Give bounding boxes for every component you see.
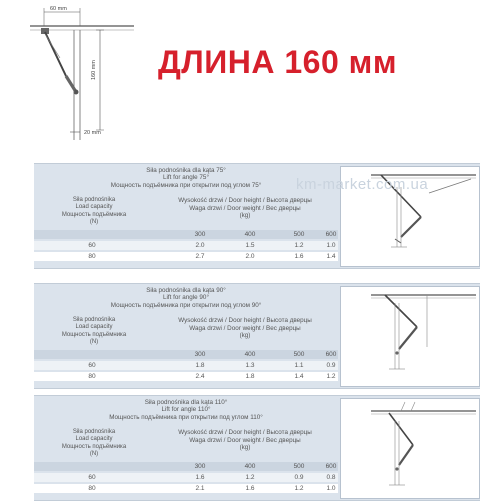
value-cell: 2.0	[245, 253, 255, 260]
load-label-unit: (N)	[89, 339, 99, 346]
value-cell: 1.1	[294, 362, 304, 369]
load-cell: 60	[88, 242, 96, 249]
load-label-pl: Siła podnośnika	[72, 197, 116, 203]
load-cell: 80	[88, 253, 96, 260]
offset-dimension-label: 20 mm	[84, 130, 101, 136]
title-en: Lift for angle 75°	[163, 174, 209, 182]
width-dimension-label: 60 mm	[50, 6, 67, 12]
height-cell: 600	[325, 351, 337, 358]
load-capacity-header	[46, 197, 142, 227]
load-label-ru: Мощность подъёмника	[61, 211, 127, 218]
door-header	[152, 197, 338, 220]
value-cell: 1.2	[294, 485, 304, 492]
watermark: km-market.com.ua	[296, 176, 429, 193]
table-header	[34, 287, 338, 309]
table-header	[34, 399, 338, 421]
door-header	[152, 429, 338, 452]
value-cell: 1.8	[245, 373, 255, 380]
value-cell: 1.4	[326, 253, 336, 260]
title-pl: Siła podnośnika dla kąta 75°	[146, 167, 226, 174]
value-cell: 1.6	[294, 253, 304, 260]
lift-table-90	[34, 283, 480, 389]
height-cell: 300	[194, 463, 206, 470]
value-cell: 2.4	[195, 373, 205, 380]
height-cell: 600	[325, 463, 337, 470]
load-label-pl: Siła podnośnika	[72, 429, 116, 435]
load-cell: 80	[88, 373, 96, 380]
load-label-unit: (N)	[89, 451, 99, 458]
title-pl: Siła podnośnika dla kąta 90°	[146, 287, 226, 294]
value-cell: 1.0	[326, 242, 336, 249]
height-cell: 300	[194, 231, 206, 238]
load-label-ru: Мощность подъёмника	[61, 443, 127, 450]
value-cell: 0.9	[326, 362, 336, 369]
value-cell: 2.1	[195, 485, 205, 492]
load-label-ru: Мощность подъёмника	[61, 331, 127, 338]
title-ru: Мощность подъёмника при открытии под углом 110°	[109, 413, 263, 421]
table-row	[34, 484, 338, 493]
height-cell: 300	[194, 351, 206, 358]
door-header	[152, 317, 338, 340]
load-label-en: Load capacity	[75, 324, 113, 331]
title-en: Lift for angle 90°	[163, 294, 209, 302]
heights-row	[34, 462, 338, 471]
load-cell: 80	[88, 485, 96, 492]
heights-row	[34, 350, 338, 359]
table-row	[34, 372, 338, 381]
load-label-unit: (N)	[89, 219, 99, 226]
value-cell: 2.0	[195, 242, 205, 249]
value-cell: 1.6	[245, 485, 255, 492]
value-cell: 0.8	[326, 474, 336, 481]
table-row	[34, 473, 338, 482]
height-cell: 500	[293, 463, 305, 470]
door-height-label: Wysokość drzwi / Door height / Высота дверцы	[178, 197, 312, 204]
table-info	[34, 396, 338, 500]
lift-table-110	[34, 395, 480, 501]
table-row	[34, 252, 338, 261]
height-cell: 400	[244, 231, 256, 238]
load-capacity-header	[46, 429, 142, 459]
load-label-en: Load capacity	[75, 436, 113, 443]
table-row	[34, 361, 338, 370]
door-weight-label: Waga drzwi / Door weight / Вес дверцы	[189, 204, 301, 212]
angle-90-illustration	[340, 286, 480, 387]
load-cell: 60	[88, 362, 96, 369]
door-unit-label: (kg)	[239, 444, 251, 452]
lift-mechanism-diagram	[0, 0, 140, 145]
value-cell: 1.2	[294, 242, 304, 249]
value-cell: 1.8	[195, 362, 205, 369]
value-cell: 1.5	[245, 242, 255, 249]
value-cell: 1.6	[195, 474, 205, 481]
value-cell: 0.9	[294, 474, 304, 481]
table-row	[34, 241, 338, 250]
value-cell: 1.2	[245, 474, 255, 481]
height-dimension-label: 160 mm	[91, 60, 97, 80]
page-title: ДЛИНА 160 мм	[158, 44, 397, 80]
door-height-label: Wysokość drzwi / Door height / Высота дверцы	[178, 429, 312, 436]
table-info	[34, 164, 338, 268]
load-label-pl: Siła podnośnika	[72, 317, 116, 323]
title-pl: Siła podnośnika dla kąta 110°	[144, 399, 228, 406]
title-ru: Мощность подъёмника при открытии под углом 90°	[110, 301, 262, 309]
door-weight-label: Waga drzwi / Door weight / Вес дверцы	[189, 324, 301, 332]
height-cell: 400	[244, 463, 256, 470]
load-label-en: Load capacity	[75, 204, 113, 211]
door-unit-label: (kg)	[239, 212, 251, 220]
height-cell: 600	[325, 231, 337, 238]
load-cell: 60	[88, 474, 96, 481]
door-unit-label: (kg)	[239, 332, 251, 340]
table-info	[34, 284, 338, 388]
value-cell: 1.3	[245, 362, 255, 369]
height-cell: 500	[293, 231, 305, 238]
door-height-label: Wysokość drzwi / Door height / Высота дверцы	[178, 317, 312, 324]
heights-row	[34, 230, 338, 239]
value-cell: 1.4	[294, 373, 304, 380]
value-cell: 1.0	[326, 485, 336, 492]
door-weight-label: Waga drzwi / Door weight / Вес дверцы	[189, 436, 301, 444]
height-cell: 400	[244, 351, 256, 358]
load-capacity-header	[46, 317, 142, 347]
value-cell: 1.2	[326, 373, 336, 380]
table-header	[34, 167, 338, 189]
title-en: Lift for angle 110°	[161, 406, 211, 414]
value-cell: 2.7	[195, 253, 205, 260]
angle-110-illustration	[340, 398, 480, 499]
title-ru: Мощность подъёмника при открытии под углом 75°	[110, 181, 262, 189]
height-cell: 500	[293, 351, 305, 358]
